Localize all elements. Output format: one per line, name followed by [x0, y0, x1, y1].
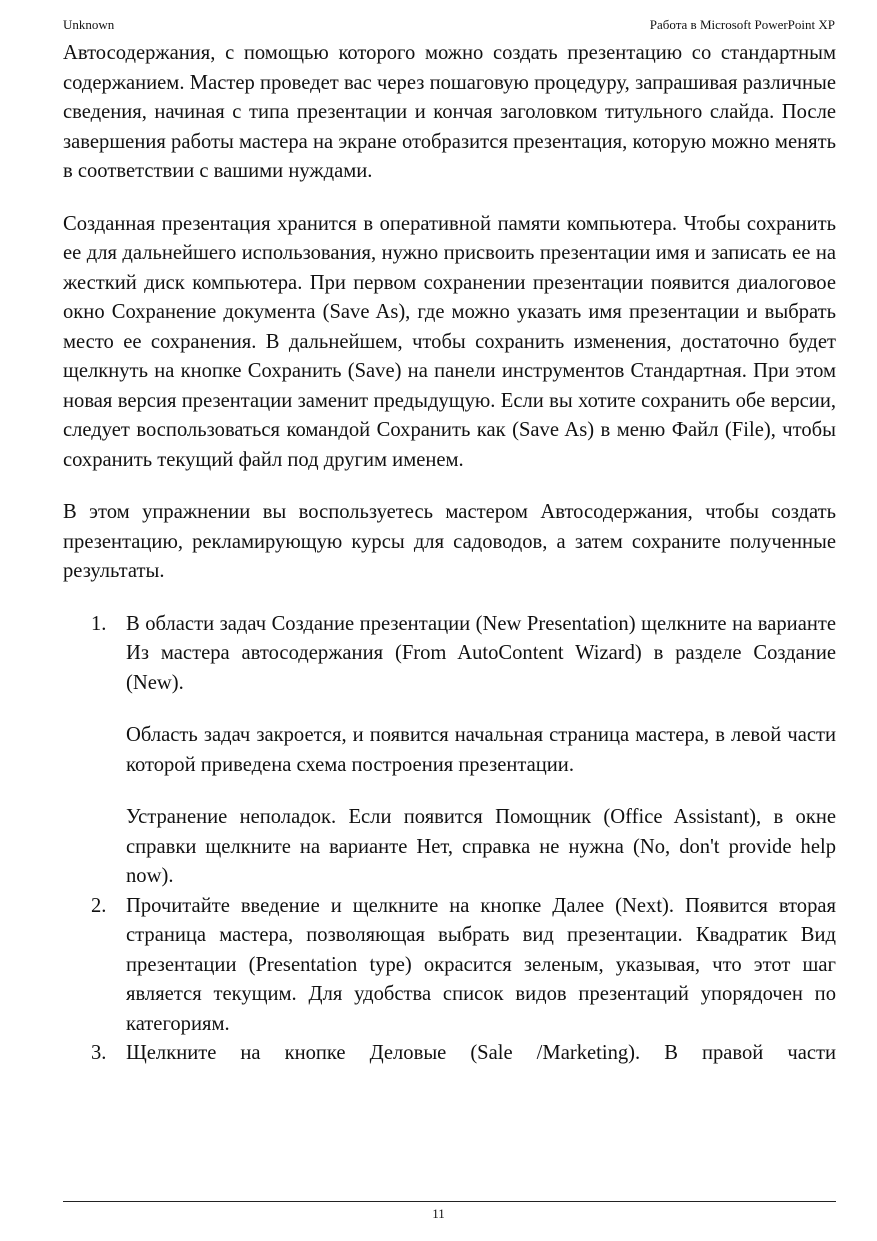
step-item — [63, 610, 836, 892]
page-number: 11 — [432, 1206, 445, 1221]
header-title: Работа в Microsoft PowerPoint XP — [649, 17, 835, 32]
step-number: 2. — [91, 894, 107, 917]
page-header — [63, 17, 835, 33]
step-note: Область задач закроется, и появится начальная страница мастера, в левой части которой приведена схема построения презентации. — [126, 724, 836, 776]
paragraph: Автосодержания, с помощью которого можно создать презентацию со стандартным содержанием. Мастер проведет вас через пошаговую процедуру, запрашивая различные сведения, начиная с типа презентации и кончая заголовком титульного слайда. После завершения работы мастера на экране отобразится презентация, которую можно менять в соответствии с вашими нуждами. — [63, 42, 836, 182]
header-left: Unknown — [63, 17, 115, 32]
troubleshooting-note: Устранение неполадок. Если появится Помощник (Office Assistant), в окне справки щелкните на варианте Нет, справка не нужна (No, don't provide help now). — [126, 806, 836, 887]
step-number: 1. — [91, 612, 107, 635]
step-number: 3. — [91, 1042, 107, 1064]
step-item — [63, 892, 836, 1040]
footer-divider — [63, 1201, 836, 1202]
page-body — [63, 39, 836, 1069]
step-text: Щелкните на кнопке Деловые (Sale /Marketing). В правой части — [126, 1042, 836, 1064]
step-item — [63, 1039, 836, 1069]
paragraph: Созданная презентация хранится в оперативной памяти компьютера. Чтобы сохранить ее для дальнейшего использования, нужно присвоить презентации имя и записать ее на жесткий диск компьютера. При первом сохранении презентации появится диалоговое окно Сохранение документа (Save As), где можно указать имя презентации и выбрать место ее сохранения. В дальнейшем, чтобы сохранить изменения, достаточно будет щелкнуть на кнопке Сохранить (Save) на панели инструментов Стандартная. При этом новая версия презентации заменит предыдущую. Если вы хотите сохранить обе версии, следует воспользоваться командой Сохранить как (Save As) в меню Файл (File), чтобы сохранить текущий файл под другим именем. — [63, 212, 836, 471]
paragraph: В этом упражнении вы воспользуетесь мастером Автосодержания, чтобы создать презентацию, рекламирующую курсы для садоводов, а затем сохраните полученные результаты. — [63, 501, 836, 582]
step-text: В области задач Создание презентации (New Presentation) щелкните на варианте Из мастера автосодержания (From AutoContent Wizard) в разделе Создание (New). — [126, 612, 836, 694]
step-text: Прочитайте введение и щелкните на кнопке Далее (Next). Появится вторая страница мастера, позволяющая выбрать вид презентации. Квадратик Вид презентации (Presentation type) окрасится зеленым, указывая, что этот шаг является текущим. Для удобства список видов презентаций упорядочен по категориям. — [126, 894, 836, 1035]
steps-list — [63, 610, 836, 1069]
